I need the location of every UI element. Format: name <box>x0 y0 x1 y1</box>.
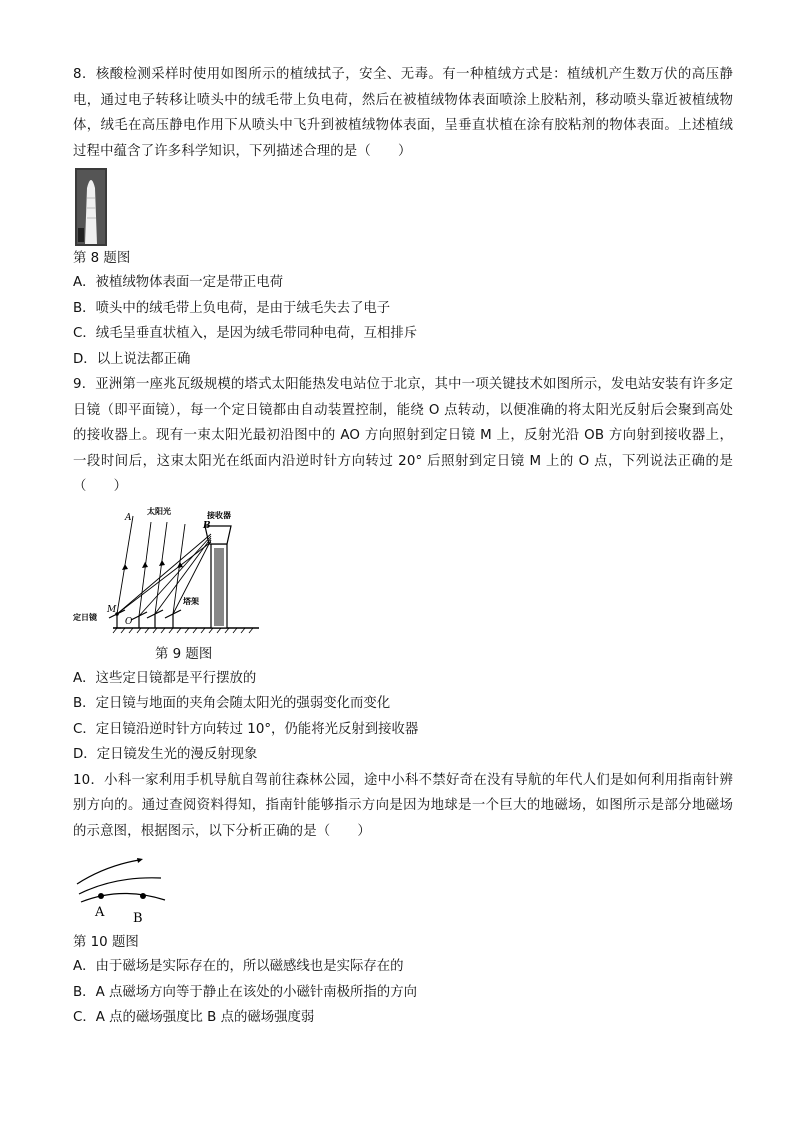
question-10-stem: 10．小科一家利用手机导航自驾前往森林公园，途中小科不禁好奇在没有导航的年代人们是如何利用指南针辨别方向的。通过查阅资料得知，指南针能够指示方向是因为地球是一个巨大的地磁场，如图所示是部分地磁场的示意图，根据图示，以下分析正确的是（ ） <box>73 772 733 839</box>
label-tower: 塔架 <box>183 596 199 606</box>
label-O: O <box>125 616 133 627</box>
q10-option-b: B．A 点磁场方向等于静止在该处的小磁针南极所指的方向 <box>73 984 417 1000</box>
q10-option-a: A．由于磁场是实际存在的，所以磁感线也是实际存在的 <box>73 959 404 974</box>
label-heliostat: 定日镜 <box>73 612 97 622</box>
exam-page <box>73 62 733 1031</box>
solar-tower-diagram <box>73 504 269 644</box>
label-A: A <box>95 905 105 920</box>
swab-photo <box>75 168 107 246</box>
label-receiver: 接收器 <box>207 510 231 520</box>
q8-option-b: B．喷头中的绒毛带上负电荷，是由于绒毛失去了电子 <box>73 300 391 316</box>
q9-option-a: A．这些定日镜都是平行摆放的 <box>73 670 257 686</box>
q9-option-b: B．定日镜与地面的夹角会随太阳光的强弱变化而变化 <box>73 696 391 711</box>
label-B: B <box>203 520 211 531</box>
label-M: M <box>107 604 117 615</box>
q9-option-d: D．定日镜发生光的漫反射现象 <box>73 747 258 762</box>
label-B: B <box>133 911 143 926</box>
label-sun: 太阳光 <box>147 506 171 516</box>
label-A: A <box>125 512 132 523</box>
question-8-stem: 8．核酸检测采样时使用如图所示的植绒拭子，安全、无毒。有一种植绒方式是：植绒机产生数万伏的高压静电，通过电子转移让喷头中的绒毛带上负电荷，然后在被植绒物体表面喷涂上胶粘剂，移动喷头靠近被植绒物体，绒毛在高压静电作用下从喷头中飞升到被植绒物体表面，呈垂直状植在涂有胶粘剂的物体表面。上述植绒过程中蕴含了许多科学知识，下列描述合理的是（ ） <box>73 67 733 159</box>
figure-9-caption: 第 9 题图 <box>155 646 213 662</box>
q8-option-a: A．被植绒物体表面一定是带正电荷 <box>73 275 284 290</box>
figure-10-caption: 第 10 题图 <box>73 935 139 950</box>
figure-8-caption: 第 8 题图 <box>73 251 131 266</box>
q8-option-d: D．以上说法都正确 <box>73 351 191 367</box>
magnetic-field-diagram <box>75 856 171 926</box>
q10-option-c: C．A 点的磁场强度比 B 点的磁场强度弱 <box>73 1010 315 1025</box>
question-9-stem: 9．亚洲第一座兆瓦级规模的塔式太阳能热发电站位于北京，其中一项关键技术如图所示，发电站安装有许多定日镜（即平面镜），每一个定日镜都由自动装置控制，能绕 O 点转动，以便准确的将太阳光反射后会聚到高处的接收器上。现有一束太阳光最初沿图中的 AO 方向照射到定日镜 M 上，反射光沿 OB 方向射到接收器上，一段时间后，这束太阳光在纸面内沿逆时针方向转过 20° 后照射到定日镜 M 上的 O 点，下列说法正确的是（ ） <box>73 377 733 494</box>
q8-option-c: C．绒毛呈垂直状植入，是因为绒毛带同种电荷，互相排斥 <box>73 326 418 341</box>
q9-option-c: C．定日镜沿逆时针方向转过 10°，仍能将光反射到接收器 <box>73 721 419 737</box>
